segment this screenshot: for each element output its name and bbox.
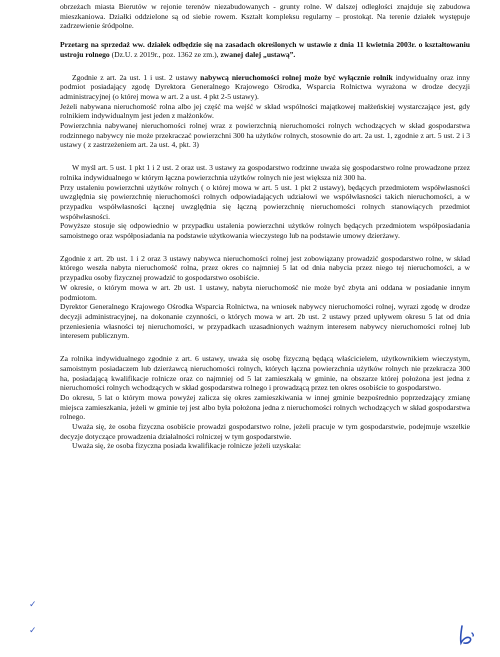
- paragraph-location: obrzeżach miasta Bierutów w rejonie terenów niezabudowanych - grunty rolne. W dalszej odległości znajduje się zabudowa mieszkaniowa. Działki oddzielone są od siebie rowem. Kształt kompleksu regularny – prostokąt. Na terenie działek występuje zadrzewienie śródpolne.: [60, 2, 470, 31]
- buyer-rule-end: indywidualny oraz inny podmiot posiadający zgodę Dyrektora Generalnego Krajowego Ośrodka, Wsparcia Rolnictwa wyrażona w drodze decyzji administracyjnej (o której mowa w art. 2 a ust. 4 pkt 2-5 ustawy).: [60, 72, 470, 101]
- paragraph-marital-property: Jeżeli nabywana nieruchomość rolna albo jej część ma wejść w skład wspólności majątkowej małżeńskiej wystarczające jest, gdy rolnikiem indywidualnym jest jeden z małżonków.: [60, 101, 470, 121]
- tender-basis-citation: (Dz.U. z 2019r., poz. 1362 ze zm.),: [109, 49, 221, 59]
- buyer-rule-start: Zgodnie z art. 2a ust. 1 i ust. 2 ustawy: [72, 72, 201, 82]
- paragraph-family-farm: W myśl art. 5 ust. 1 pkt 1 i 2 ust. 2 oraz ust. 3 ustawy za gospodarstwo rodzinne uważa się gospodarstwo rolne prowadzone przez rolnika indywidualnego w którym łączna powierzchnia użytków rolnych nie jest większa niż 300 ha.: [60, 163, 470, 182]
- tender-basis-bold-end: zwanej dalej „ustawą”.: [220, 49, 296, 59]
- paragraph-tender-basis: [60, 40, 470, 59]
- paragraph-individual-farmer: Za rolnika indywidualnego zgodnie z art. 6 ustawy, uważa się osobę fizyczną będącą właścicielem, użytkownikiem wieczystym, samoistnym posiadaczem lub dzierżawcą nieruchomości rolnych, których łączna powierzchnia użytków rolnych nie przekracza 300 ha, posiadającą kwalifikacje rolnicze oraz co najmniej od 5 lat zamieszkałą w gminie, na obszarze której położona jest jedna z nieruchomości rolnych wchodzących w skład gospodarstwa rolnego i prowadzącą przez ten okres osobiście to gospodarstwo.: [60, 354, 470, 393]
- handwritten-initial-icon: [456, 624, 478, 646]
- margin-check-mark-icon: ✓: [29, 600, 37, 610]
- paragraph-area-limit: Powierzchnia nabywanej nieruchomości rolnej wraz z powierzchnią nieruchomości rolnych wchodzących w skład gospodarstwa rodzinnego nabywcy nie może przekraczać powierzchni 300 ha użytków rolnych, stosownie do art. 2a ust. 1, zgodnie z art. 5 ust. 2 i 3 ustawy ( z zastrzeżeniem art. 2a ust. 4, pkt. 3): [60, 121, 470, 150]
- paragraph-farming-obligation: Zgodnie z art. 2b ust. 1 i 2 oraz 3 ustawy nabywca nieruchomości rolnej jest zobowiązany prowadzić gospodarstwo rolne, w skład którego weszła nabyta nieruchomość rolna, przez okres co najmniej 5 lat od dnia nabycia przez niego tej nieruchomości, a w przypadku osoby fizycznej prowadzić to gospodarstwo osobiście.: [60, 253, 470, 283]
- paragraph-co-ownership: Przy ustaleniu powierzchni użytków rolnych ( o której mowa w art. 5 ust. 1 pkt 2 ustawy), będących przedmiotem współwłasności uwzględnia się powierzchnię nieruchomości rolnych odpowiadających udziałowi we współwłasności takich nieruchomości, a w przypadku współwłasności łącznej uwzględnia się łączną powierzchnię nieruchomości rolnych stanowiących przedmiot współwłasności.: [60, 182, 470, 221]
- paragraph-co-possession: Powyższe stosuje się odpowiednio w przypadku ustalenia powierzchni użytków rolnych będących przedmiotem współposiadania samoistnego oraz współposiadania na podstawie użytkowania wieczystego lub na podstawie umowy dzierżawy.: [60, 221, 470, 241]
- tender-basis-bold: Przetarg na sprzedaż ww. działek odbędzie się na zasadach określonych w ustawie z dnia 11 kwietnia 2003r. o kształtowaniu ustroju rolnego: [60, 40, 470, 59]
- paragraph-buyer-rule: [60, 73, 470, 102]
- paragraph-residence-period: Do okresu, 5 lat o którym mowa powyżej zalicza się okres zamieszkiwania w innej gminie bezpośrednio poprzedzający zmianę miejsca zamieszkania, jeżeli w gminie tej jest albo była położona jedna z nieruchomości rolnych wchodzących w skład gospodarstwa rolnego.: [60, 392, 470, 422]
- paragraph-personal-farming: Uważa się, że osoba fizyczna osobiście prowadzi gospodarstwo rolne, jeżeli pracuje w tym gospodarstwie, podejmuje wszelkie decyzje dotyczące prowadzenia działalności rolniczej w tym gospodarstwie.: [60, 422, 470, 441]
- paragraph-disposal-ban: W okresie, o którym mowa w art. 2b ust. 1 ustawy, nabyta nieruchomość nie może być zbyta ani oddana w posiadanie innym podmiotom.: [60, 282, 470, 302]
- margin-check-mark-icon: ✓: [29, 626, 37, 636]
- paragraph-qualifications: Uważa się, że osoba fizyczna posiada kwalifikacje rolnicze jeżeli uzyskała:: [72, 441, 301, 451]
- paragraph-director-consent: Dyrektor Generalnego Krajowego Ośrodka Wsparcia Rolnictwa, na wniosek nabywcy nieruchomości rolnej, wyrazi zgodę w drodze decyzji administracyjnej, na dokonanie czynności, o których mowa w art. 2b ust. 2 ustawy przed upływem okresu 5 lat od dnia przeniesienia własności tej nieruchomości, w przypadkach uzasadnionych ważnym interesem nabywcy nieruchomości rolnej lub interesem publicznym.: [60, 302, 470, 341]
- buyer-rule-bold: nabywcą nieruchomości rolnej może być wyłącznie rolnik: [200, 72, 393, 82]
